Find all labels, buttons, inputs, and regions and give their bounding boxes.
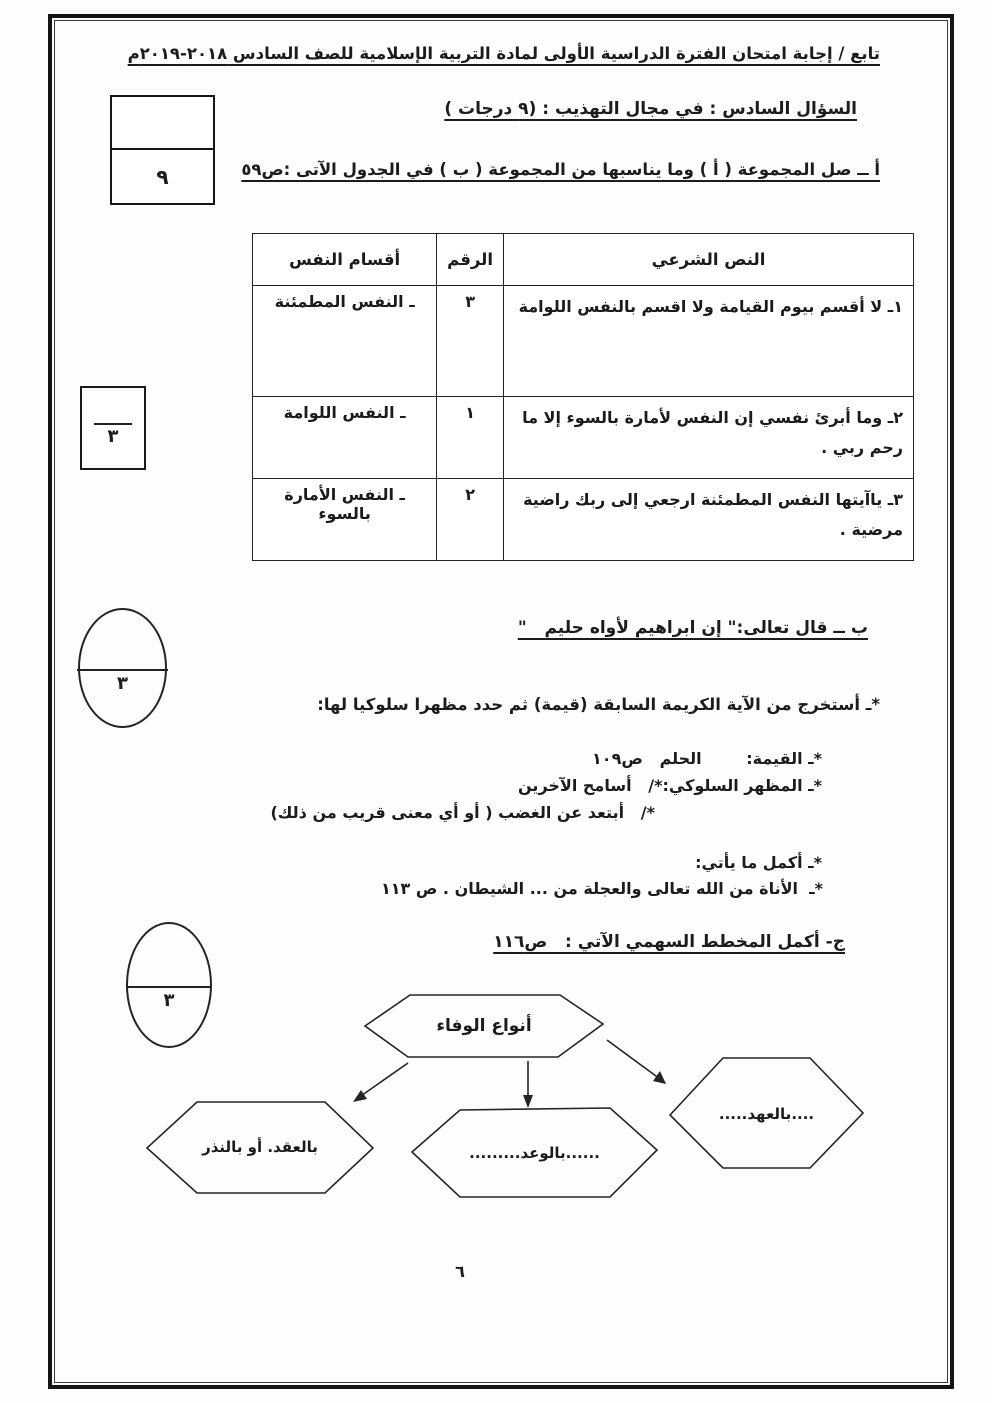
flowchart-node-right-label: ....بالعهد..... <box>718 1104 815 1123</box>
table-row <box>253 479 914 561</box>
total-score-value: ٩ <box>156 164 169 189</box>
part-b-complete-line: *ـ الأناة من الله تعالى والعجلة من ... الشيطان . ص ١١٣ <box>380 879 823 898</box>
page-number: ٦ <box>455 1262 465 1281</box>
part-b-complete-heading: *ـ أكمل ما يأتي: <box>695 853 822 872</box>
arrow-to-right <box>607 1040 660 1079</box>
part-b-behavior-line-2: */ أبتعد عن الغضب ( أو أي معنى قريب من ذلك) <box>270 803 655 822</box>
arrowhead-right-icon <box>653 1071 666 1084</box>
score-box-empty-cell <box>112 97 213 150</box>
arrow-to-left <box>358 1063 408 1098</box>
verse-cell: ٢ـ وما أبرئ نفسي إن النفس لأمارة بالسوء إلا ما رحم ربي . <box>504 397 914 479</box>
question-title: السؤال السادس : في مجال التهذيب : (٩ درجات ) <box>444 99 857 119</box>
number-cell: ٣ <box>437 286 504 397</box>
part-a-score-value: ٣ <box>107 425 119 447</box>
document-header: تابع / إجابة امتحان الفترة الدراسية الأولى لمادة التربية الإسلامية للصف السادس ٢٠١٨-٢٠١٩م <box>127 44 880 63</box>
table-header-row <box>253 234 914 286</box>
verse-cell: ١ـ لا أقسم بيوم القيامة ولا اقسم بالنفس اللوامة <box>504 286 914 397</box>
column-header-number: الرقم <box>437 234 504 286</box>
column-header-verse: النص الشرعي <box>504 234 914 286</box>
part-b-heading: ب ــ قال تعالى:" إن ابراهيم لأواه حليم " <box>517 618 868 638</box>
total-score-box <box>110 95 215 205</box>
answer-cell: ـ النفس اللوامة <box>253 397 437 479</box>
flowchart-node-middle-label: ......بالوعد......... <box>469 1144 600 1162</box>
flowchart-node-left-label: بالعقد. أو بالنذر <box>202 1138 318 1156</box>
part-b-value-line: *ـ القيمة: الحلم ص١٠٩ <box>592 749 822 768</box>
arrowhead-down-icon <box>523 1095 533 1108</box>
part-a-score-box <box>80 386 146 470</box>
table-row <box>253 286 914 397</box>
table-row <box>253 397 914 479</box>
verse-cell: ٣ـ ياآيتها النفس المطمئنة ارجعي إلى ربك راضية مرضية . <box>504 479 914 561</box>
flowchart-root-label: أنواع الوفاء <box>436 1016 532 1036</box>
part-b-score-value: ٣ <box>117 672 128 694</box>
number-cell: ٢ <box>437 479 504 561</box>
number-cell: ١ <box>437 397 504 479</box>
arrowhead-left-icon <box>353 1090 367 1102</box>
matching-table <box>252 233 914 561</box>
part-c-heading: ج- أكمل المخطط السهمي الآتي : ص١١٦ <box>493 932 845 952</box>
answer-cell: ـ النفس الأمارة بالسوء <box>253 479 437 561</box>
score-divider-line <box>77 669 167 671</box>
part-c-score-value: ٣ <box>163 989 175 1011</box>
part-b-score-oval <box>78 608 167 728</box>
part-a-instruction: أ ــ صل المجموعة ( أ ) وما يناسبها من المجموعة ( ب ) في الجدول الآتى :ص٥٩ <box>241 160 880 179</box>
part-b-extract-line: *ـ أستخرج من الآية الكريمة السابقة (قيمة) ثم حدد مظهرا سلوكيا لها: <box>317 695 880 714</box>
column-header-answer: أقسام النفس <box>253 234 437 286</box>
answer-cell: ـ النفس المطمئنة <box>253 286 437 397</box>
part-b-behavior-line: *ـ المظهر السلوكي:*/ أسامح الآخرين <box>518 776 822 795</box>
